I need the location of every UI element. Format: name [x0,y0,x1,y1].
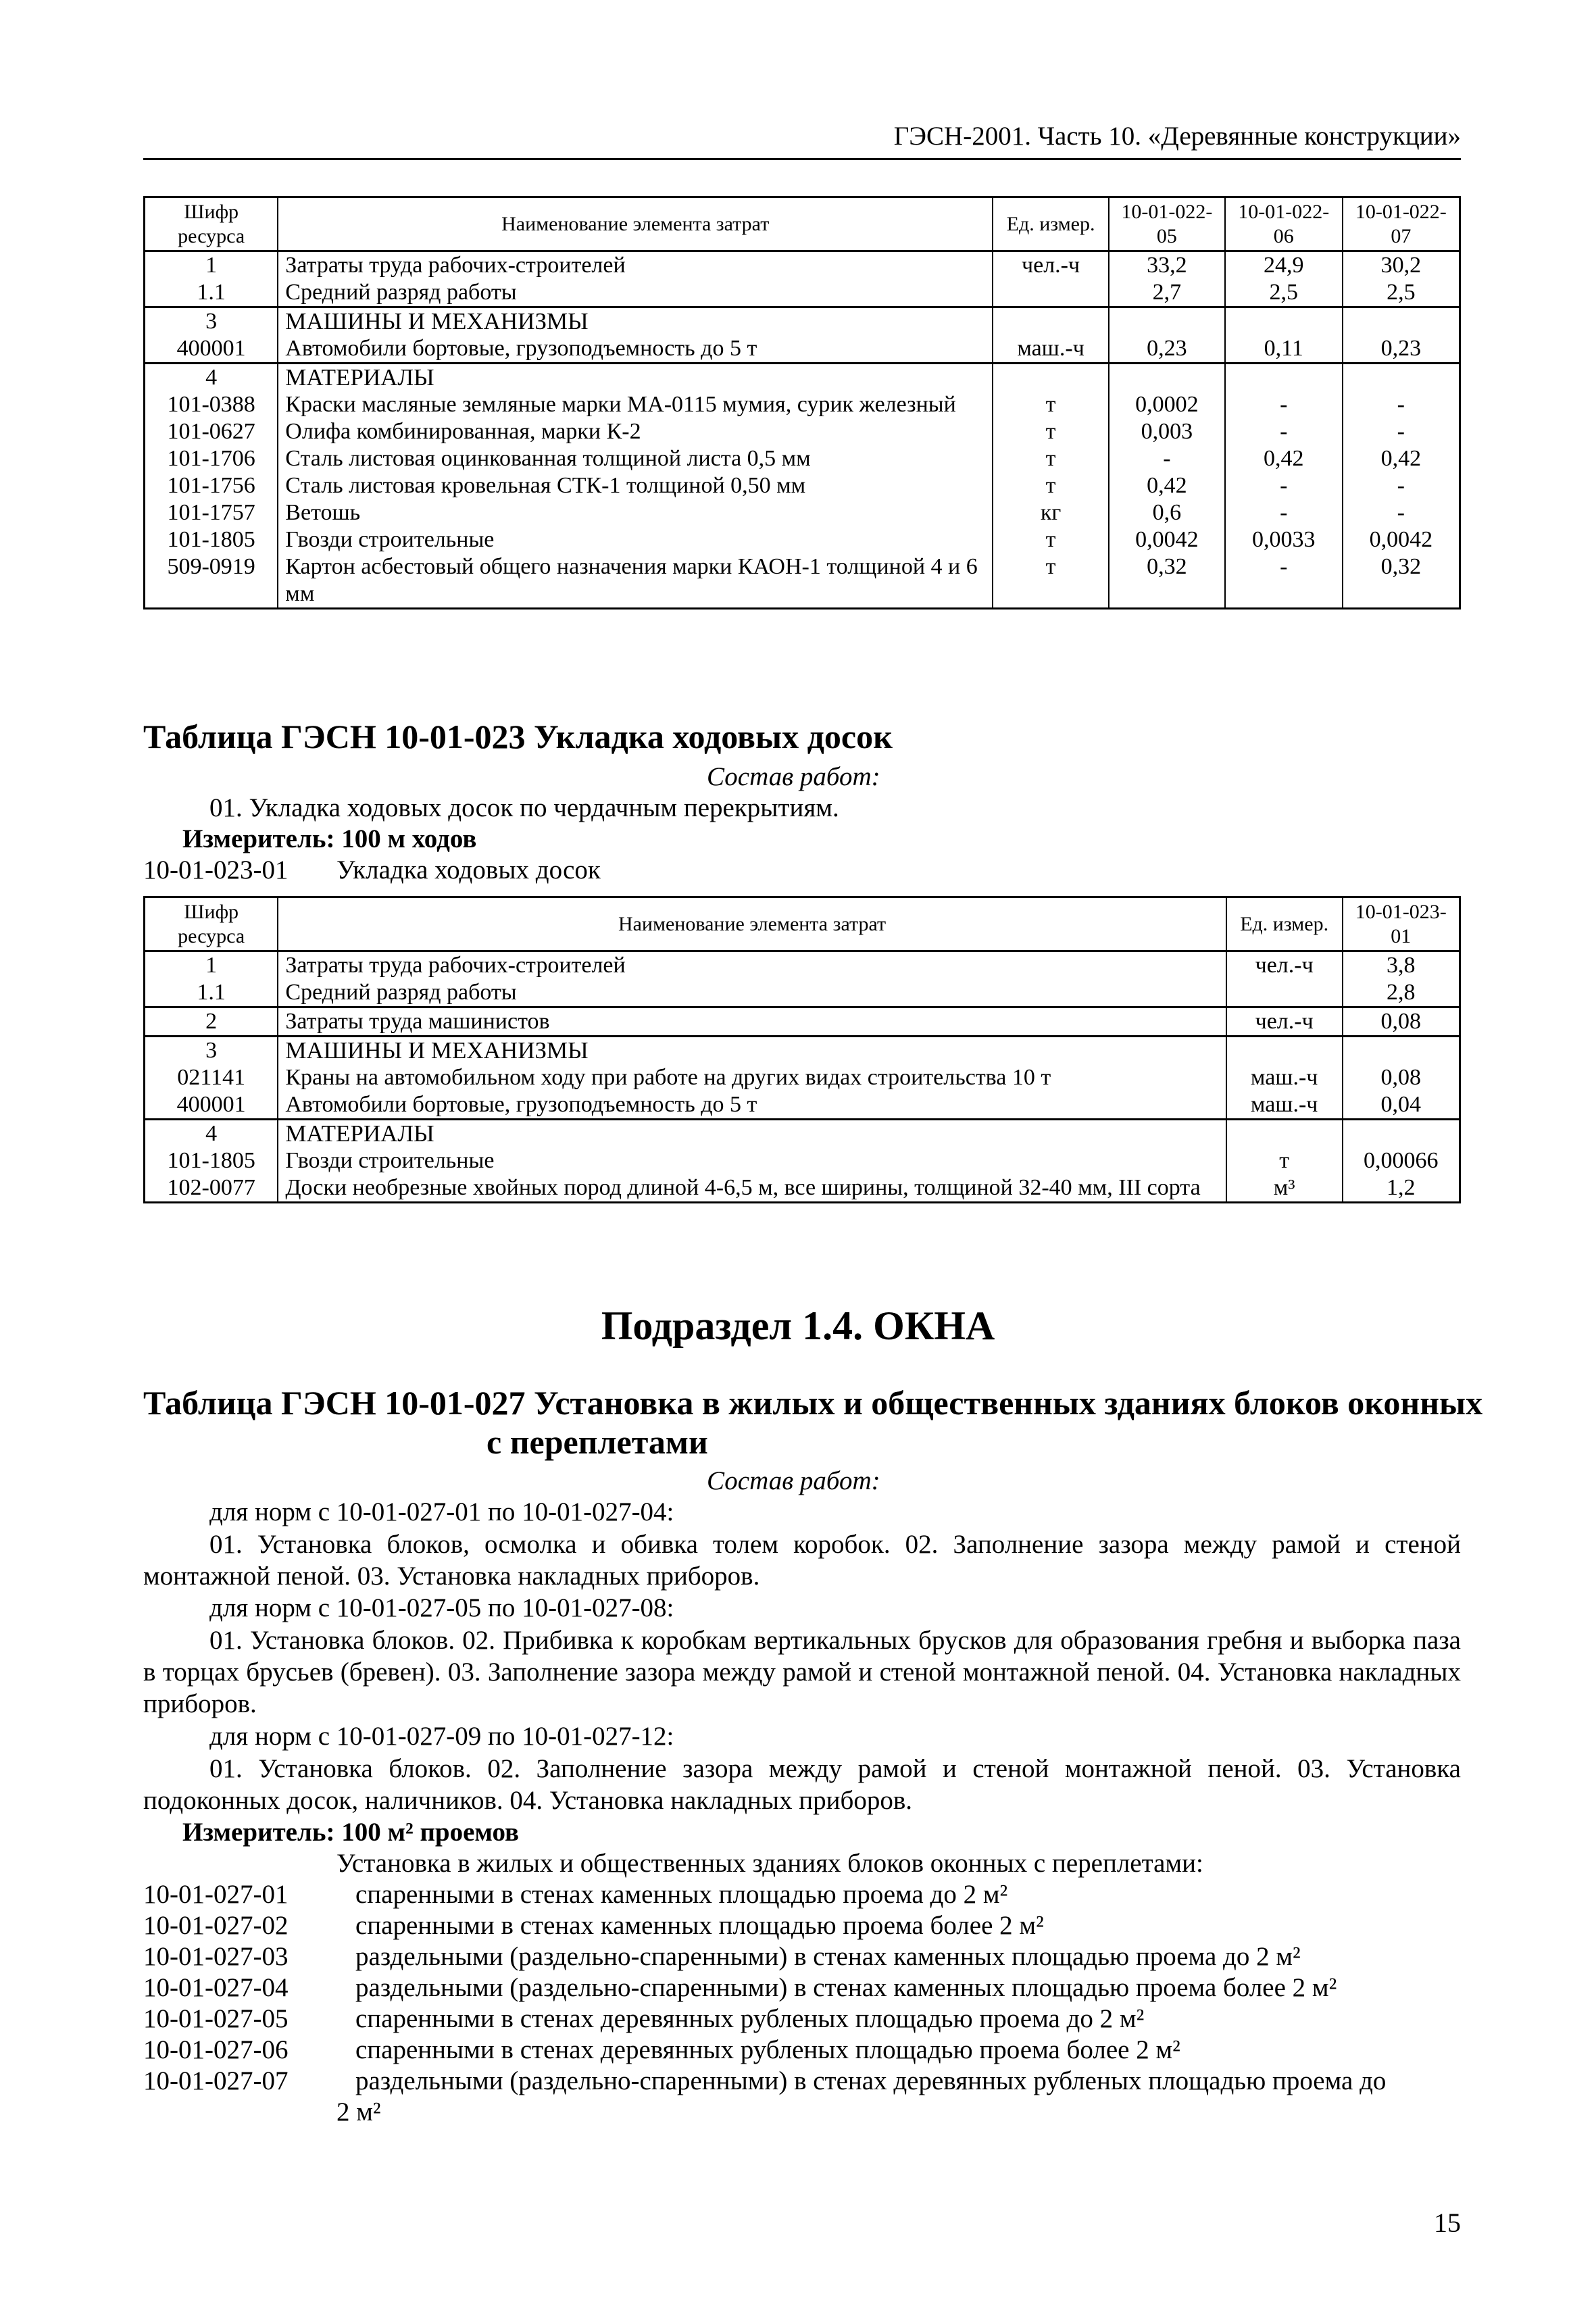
table-row [145,472,1460,499]
cell-group-name: МАТЕРИАЛЫ [278,364,993,392]
cell-name: Автомобили бортовые, грузоподъемность до 5 т [278,1091,1226,1120]
norm-range-note: для норм с 10-01-027-09 по 10-01-027-12: [209,1722,674,1751]
cell-value: 0,32 [1109,553,1225,609]
cell-group-name: МАШИНЫ И МЕХАНИЗМЫ [278,307,993,336]
cell-name: Автомобили бортовые, грузоподъемность до 5 т [278,335,993,364]
cell-value: 0,23 [1109,335,1225,364]
cell-code: 1.1 [145,979,278,1007]
cell-unit [1226,979,1343,1007]
cell-name: Затраты труда машинистов [278,1007,1226,1037]
table-row [145,251,1460,280]
cell-code: 102-0077 [145,1174,278,1203]
norm-description: спаренными в стенах деревянных рубленых площадью проема до 2 м² [355,2004,1145,2033]
table-row [145,418,1460,445]
norm-name: Укладка ходовых досок [336,855,601,885]
cell-code: 101-1757 [145,499,278,526]
cell-value [1343,1037,1460,1065]
cell-value: 3,8 [1343,951,1460,980]
cell-unit: кг [993,499,1109,526]
cell-value: 33,2 [1109,251,1225,280]
cell-unit: маш.-ч [993,335,1109,364]
cell-code: 4 [145,364,278,392]
cell-value: - [1225,553,1343,609]
table-group-row [145,364,1460,392]
table-group-row [145,1120,1460,1148]
table-title-027: Таблица ГЭСН 10-01-027 Установка в жилых и общественных зданиях блоков оконных [143,1384,1483,1422]
table-row [145,279,1460,307]
cell-value: - [1343,499,1460,526]
col-header-code: Шифр ресурса [145,197,278,251]
cell-value: - [1225,499,1343,526]
table-title-023: Таблица ГЭСН 10-01-023 Укладка ходовых досок [143,718,893,755]
norm-description: спаренными в стенах деревянных рубленых площадью проема более 2 м² [355,2035,1180,2064]
cell-unit [1226,1037,1343,1065]
cell-value: 2,5 [1343,279,1460,307]
cell-value: 24,9 [1225,251,1343,280]
cell-name: Доски необрезные хвойных пород длиной 4-6,5 м, все ширины, толщиной 32-40 мм, III сорта [278,1174,1226,1203]
cell-code: 101-1805 [145,1147,278,1174]
norm-code: 10-01-023-01 [143,855,289,885]
norm-code: 10-01-027-02 [143,1911,289,1940]
cell-value: - [1343,472,1460,499]
cell-name: Затраты труда рабочих-строителей [278,251,993,280]
cell-value [1109,307,1225,336]
cell-name: Краски масляные земляные марки МА-0115 мумия, сурик железный [278,391,993,418]
work-composition-text: 01. Установка блоков. 02. Заполнение зазора между рамой и стеной монтажной пеной. 03. Установка подоконных досок, наличников. 04. Установка накладных приборов. [143,1754,1461,1815]
table-row [145,335,1460,364]
cell-unit: маш.-ч [1226,1091,1343,1120]
cell-code: 4 [145,1120,278,1148]
work-composition-label: Состав работ: [707,762,880,791]
cell-code: 1.1 [145,279,278,307]
cell-value: 0,32 [1343,553,1460,609]
cell-group-name: МАТЕРИАЛЫ [278,1120,1226,1148]
cell-unit: т [1226,1147,1343,1174]
measure-unit: Измеритель: 100 м² проемов [182,1818,520,1847]
cell-unit: м³ [1226,1174,1343,1203]
table-row [145,1007,1460,1037]
cell-unit: т [993,445,1109,472]
cell-value: 0,6 [1109,499,1225,526]
work-composition-text: 01. Установка блоков, осмолка и обивка толем коробок. 02. Заполнение зазора между рамой и стеной монтажной пеной. 03. Установка накладных приборов. [143,1530,1461,1591]
norm-group-intro: Установка в жилых и общественных зданиях блоков оконных с переплетами: [336,1849,1203,1878]
cell-value: 0,0042 [1343,526,1460,553]
table-row [145,499,1460,526]
table-row [145,391,1460,418]
cell-value: 0,00066 [1343,1147,1460,1174]
cell-value: 0,04 [1343,1091,1460,1120]
norm-code: 10-01-027-07 [143,2066,289,2095]
cell-value: 0,42 [1109,472,1225,499]
table-header-row [145,197,1460,251]
table-row [145,1174,1460,1203]
page-number: 15 [1434,2208,1461,2238]
col-header-unit: Ед. измер. [1226,897,1343,951]
cell-value: - [1225,472,1343,499]
cell-code: 2 [145,1007,278,1037]
cell-code: 1 [145,951,278,980]
norm-code: 10-01-027-05 [143,2004,289,2033]
cell-value: 0,0033 [1225,526,1343,553]
header-rule [143,158,1461,160]
cell-unit: т [993,391,1109,418]
table-row [145,553,1460,609]
cell-value: 0,0002 [1109,391,1225,418]
cell-unit: чел.-ч [993,251,1109,280]
norm-description: спаренными в стенах каменных площадью проема до 2 м² [355,1880,1008,1909]
cell-value [1225,307,1343,336]
table-title-027-cont: с переплетами [487,1423,708,1461]
cell-unit [993,307,1109,336]
norm-description: раздельными (раздельно-спаренными) в стенах каменных площадью проема более 2 м² [355,1973,1337,2002]
cell-code: 400001 [145,1091,278,1120]
cell-unit: чел.-ч [1226,951,1343,980]
cell-value: - [1225,391,1343,418]
col-header-name: Наименование элемента затрат [278,197,993,251]
cell-value: - [1343,391,1460,418]
cell-code: 509-0919 [145,553,278,609]
cell-value: 0,003 [1109,418,1225,445]
cell-name: Краны на автомобильном ходу при работе на других видах строительства 10 т [278,1064,1226,1091]
table-group-row [145,307,1460,336]
col-header-norm: 10-01-023-01 [1343,897,1460,951]
cell-value [1225,364,1343,392]
cell-name: Ветошь [278,499,993,526]
subsection-title: Подраздел 1.4. ОКНА [601,1303,995,1348]
table-row [145,445,1460,472]
cell-code: 101-1805 [145,526,278,553]
measure-unit: Измеритель: 100 м ходов [182,824,477,853]
cell-code: 101-0627 [145,418,278,445]
cell-code: 101-1706 [145,445,278,472]
cell-value: 2,7 [1109,279,1225,307]
table-row [145,1064,1460,1091]
cell-unit [993,364,1109,392]
cell-value: - [1343,418,1460,445]
col-header-name: Наименование элемента затрат [278,897,1226,951]
table-group-row [145,1037,1460,1065]
cell-value: 30,2 [1343,251,1460,280]
cell-unit: чел.-ч [1226,1007,1343,1037]
cell-unit: т [993,472,1109,499]
col-header-norm: 10-01-022-05 [1109,197,1225,251]
cell-code: 101-0388 [145,391,278,418]
work-composition-label: Состав работ: [707,1466,880,1495]
cell-name: Гвозди строительные [278,1147,1226,1174]
table-row [145,951,1460,980]
cell-value: 0,0042 [1109,526,1225,553]
col-header-norm: 10-01-022-07 [1343,197,1460,251]
cell-value: - [1225,418,1343,445]
cell-value [1343,364,1460,392]
cell-name: Сталь листовая оцинкованная толщиной листа 0,5 мм [278,445,993,472]
cell-name: Средний разряд работы [278,979,1226,1007]
norm-description: раздельными (раздельно-спаренными) в стенах каменных площадью проема до 2 м² [355,1942,1301,1971]
cell-name: Олифа комбинированная, марки К-2 [278,418,993,445]
resource-table-023 [143,896,1461,1203]
col-header-unit: Ед. измер. [993,197,1109,251]
cell-unit: т [993,526,1109,553]
cell-unit: т [993,418,1109,445]
table-header-row [145,897,1460,951]
norm-description: раздельными (раздельно-спаренными) в стенах деревянных рубленых площадью проема до [355,2066,1387,2095]
norm-code: 10-01-027-04 [143,1973,289,2002]
col-header-norm: 10-01-022-06 [1225,197,1343,251]
norm-code: 10-01-027-06 [143,2035,289,2064]
table-row [145,1091,1460,1120]
cell-name: Сталь листовая кровельная СТК-1 толщиной 0,50 мм [278,472,993,499]
cell-code: 3 [145,307,278,336]
cell-name: Затраты труда рабочих-строителей [278,951,1226,980]
cell-value: - [1109,445,1225,472]
work-composition-text: 01. Укладка ходовых досок по чердачным перекрытиям. [209,793,839,822]
table-row [145,979,1460,1007]
cell-name: Средний разряд работы [278,279,993,307]
cell-name: Картон асбестовый общего назначения марки КАОН-1 толщиной 4 и 6 мм [278,553,993,609]
col-header-code: Шифр ресурса [145,897,278,951]
cell-code: 101-1756 [145,472,278,499]
running-header: ГЭСН-2001. Часть 10. «Деревянные конструкции» [893,122,1461,151]
cell-code: 1 [145,251,278,280]
cell-unit [1226,1120,1343,1148]
norm-range-note: для норм с 10-01-027-01 по 10-01-027-04: [209,1497,674,1526]
norm-code: 10-01-027-01 [143,1880,289,1909]
cell-value: 2,5 [1225,279,1343,307]
norm-code: 10-01-027-03 [143,1942,289,1971]
cell-code: 400001 [145,335,278,364]
cell-name: Гвозди строительные [278,526,993,553]
cell-group-name: МАШИНЫ И МЕХАНИЗМЫ [278,1037,1226,1065]
cell-value: 0,11 [1225,335,1343,364]
cell-value [1343,1120,1460,1148]
cell-value: 0,23 [1343,335,1460,364]
resource-table-022 [143,196,1461,609]
norm-description: спаренными в стенах каменных площадью проема более 2 м² [355,1911,1044,1940]
cell-value [1343,307,1460,336]
cell-value: 0,42 [1343,445,1460,472]
cell-value: 0,42 [1225,445,1343,472]
norm-range-note: для норм с 10-01-027-05 по 10-01-027-08: [209,1593,674,1622]
cell-value: 0,08 [1343,1007,1460,1037]
cell-value [1109,364,1225,392]
table-row [145,1147,1460,1174]
table-row [145,526,1460,553]
cell-unit: т [993,553,1109,609]
cell-code: 021141 [145,1064,278,1091]
cell-unit [993,279,1109,307]
cell-value: 0,08 [1343,1064,1460,1091]
norm-description-cont: 2 м² [336,2097,381,2126]
cell-value: 2,8 [1343,979,1460,1007]
work-composition-text: 01. Установка блоков. 02. Прибивка к коробкам вертикальных брусков для образования гребня и выборка паза в торцах брусьев (бревен). 03. Заполнение зазора между рамой и стеной монтажной пеной. 04. Установка накладных приборов. [143,1626,1461,1718]
cell-unit: маш.-ч [1226,1064,1343,1091]
cell-code: 3 [145,1037,278,1065]
cell-value: 1,2 [1343,1174,1460,1203]
